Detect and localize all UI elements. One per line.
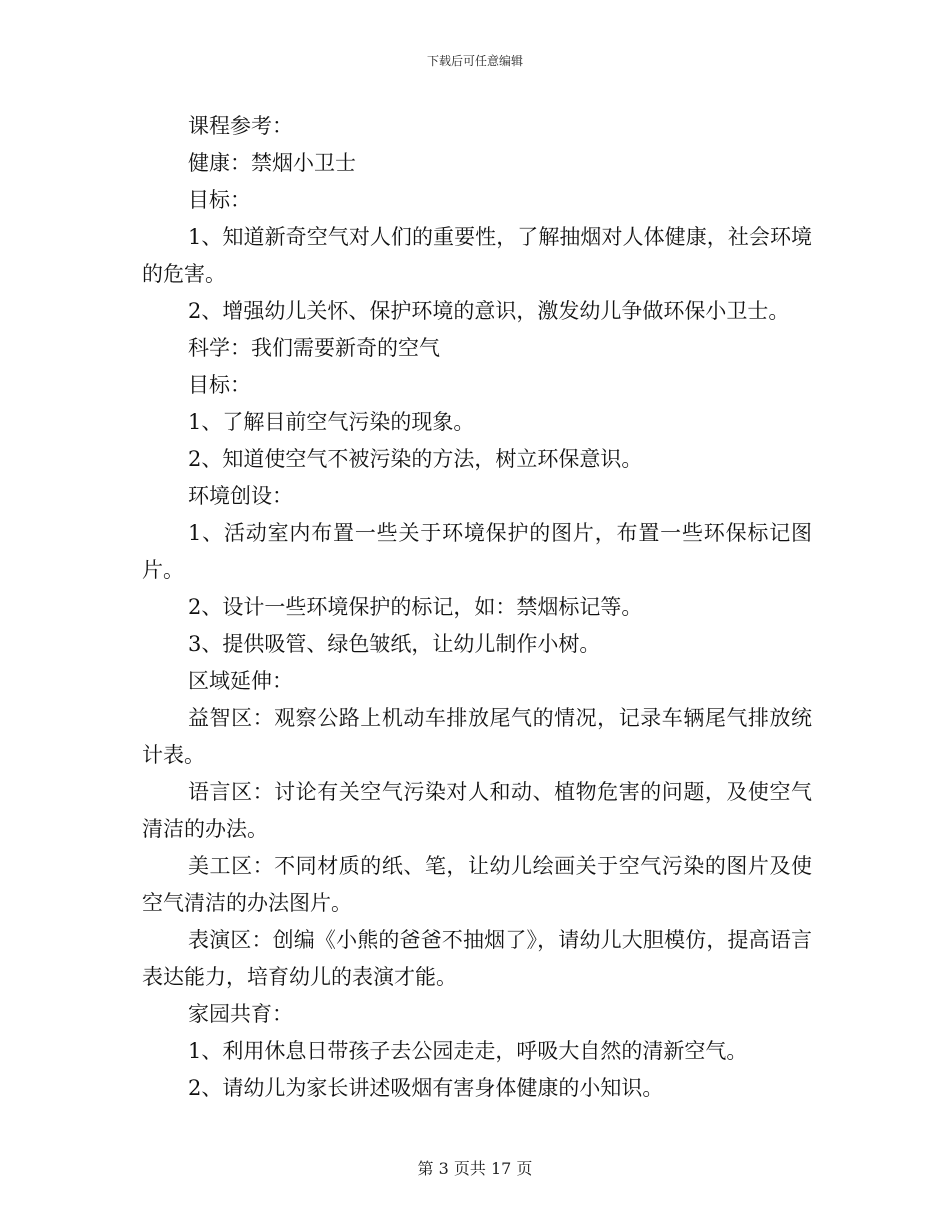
paragraph: 1、活动室内布置一些关于环境保护的图片，布置一些环保标记图片。 bbox=[142, 521, 812, 582]
paragraph: 2、增强幼儿关怀、保护环境的意识，激发幼儿争做环保小卫士。 bbox=[188, 299, 790, 323]
paragraph: 语言区：讨论有关空气污染对人和动、植物危害的问题，及使空气清洁的办法。 bbox=[142, 780, 812, 841]
paragraph: 益智区：观察公路上机动车排放尾气的情况，记录车辆尾气排放统计表。 bbox=[142, 706, 812, 767]
page-footer: 第 3 页共 17 页 bbox=[417, 1159, 533, 1178]
paragraph: 区域延伸： bbox=[188, 669, 293, 693]
paragraph: 表演区：创编《小熊的爸爸不抽烟了》，请幼儿大胆模仿，提高语言表达能力，培育幼儿的表演才能。 bbox=[142, 928, 812, 989]
paragraph: 美工区：不同材质的纸、笔，让幼儿绘画关于空气污染的图片及使空气清洁的办法图片。 bbox=[142, 854, 812, 915]
paragraph: 课程参考： bbox=[188, 114, 293, 138]
paragraph: 目标： bbox=[188, 373, 251, 397]
paragraph: 目标： bbox=[188, 188, 251, 212]
paragraph: 家园共育： bbox=[188, 1002, 293, 1026]
paragraph: 1、了解目前空气污染的现象。 bbox=[188, 410, 475, 434]
paragraph: 健康：禁烟小卫士 bbox=[188, 151, 356, 175]
paragraph: 科学：我们需要新奇的空气 bbox=[188, 336, 440, 360]
paragraph: 2、设计一些环境保护的标记，如：禁烟标记等。 bbox=[188, 595, 643, 619]
paragraph: 2、请幼儿为家长讲述吸烟有害身体健康的小知识。 bbox=[188, 1076, 664, 1100]
document-body bbox=[142, 108, 812, 1107]
paragraph: 3、提供吸管、绿色皱纸，让幼儿制作小树。 bbox=[188, 632, 601, 656]
paragraph: 1、利用休息日带孩子去公园走走，呼吸大自然的清新空气。 bbox=[188, 1039, 748, 1063]
paragraph: 环境创设： bbox=[188, 484, 293, 508]
page-header: 下载后可任意编辑 bbox=[426, 54, 523, 68]
paragraph: 1、知道新奇空气对人们的重要性，了解抽烟对人体健康，社会环境的危害。 bbox=[142, 225, 812, 286]
paragraph: 2、知道使空气不被污染的方法，树立环保意识。 bbox=[188, 447, 643, 471]
